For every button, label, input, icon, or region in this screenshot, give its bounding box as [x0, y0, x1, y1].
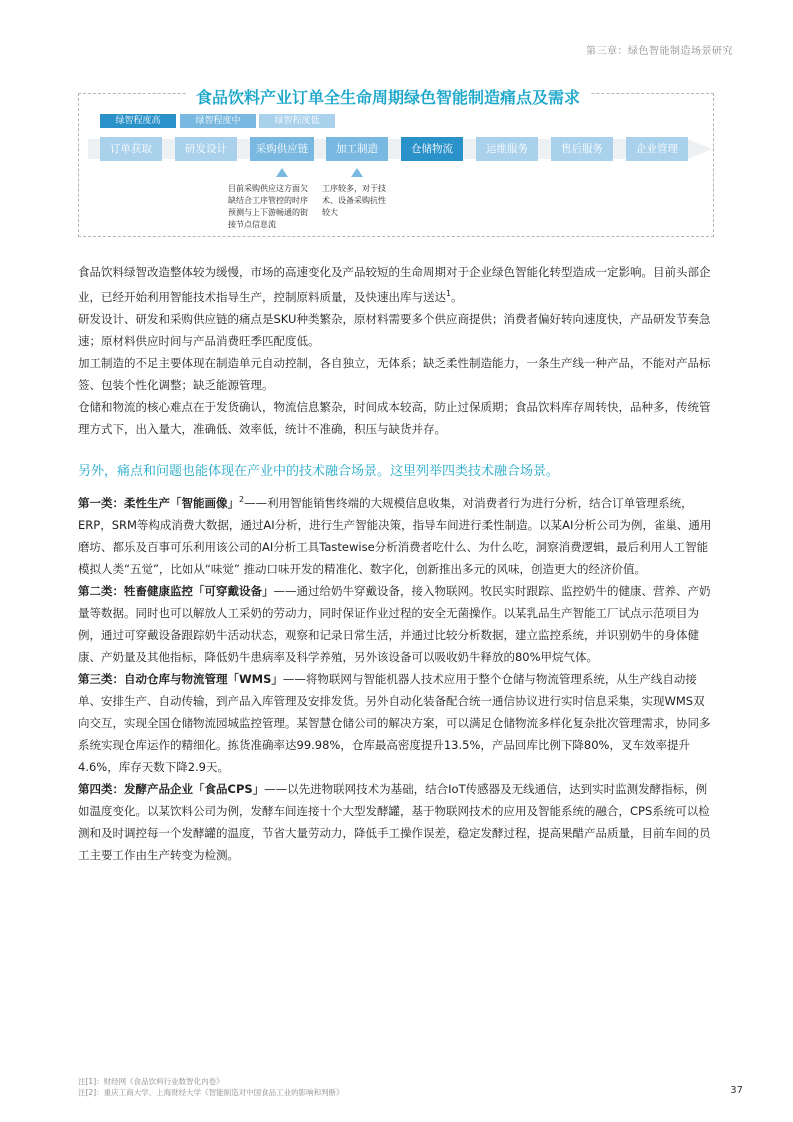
note-line: 术、设备采购抗性: [322, 196, 386, 205]
stage-processing: 加工制造: [326, 137, 388, 161]
categories: [78, 489, 716, 866]
category-3-head: 第三类：自动仓库与物流管理「WMS」: [78, 671, 283, 686]
stage-warehouse: 仓储物流: [401, 137, 463, 161]
category-4-head: 第四类：发酵产品企业「食品CPS」: [78, 781, 265, 796]
paragraph-4: 仓储和物流的核心难点在于发货确认，物流信息繁杂，时间成本较高，防止过保质期；食品饮料库存周转快，品种多，传统管理方式下，出入量大，准确低、效率低，统计不准确，积压与缺货并存。: [78, 399, 711, 436]
note-line: 预测与上下游畅通的街: [228, 208, 308, 217]
category-1: [78, 489, 716, 580]
paragraph-1-end: 。: [451, 289, 463, 304]
note-procurement: [228, 183, 308, 231]
paragraph-2: 研发设计、研发和采购供应链的痛点是SKU种类繁杂，原材料需要多个供应商提供；消费者偏好转向速度快，产品研发节奏急速；原材料供应时间与产品消费旺季匹配度低。: [78, 311, 711, 348]
note-line: 接节点信息流: [228, 220, 276, 229]
legend-low: 绿智程度低: [259, 114, 335, 128]
paragraph-1: [78, 261, 716, 308]
footnote-ref-1: 1: [446, 289, 452, 298]
diagram-title: 食品饮料产业订单全生命周期绿色智能制造痛点及需求: [186, 85, 590, 108]
page-number: 37: [730, 1085, 743, 1096]
footnote-2: 注[2]：重庆工商大学、上海财经大学《智能制造对中国食品工业的影响和判断》: [78, 1088, 344, 1097]
note-line: 缺结合工序管控的时序: [228, 196, 308, 205]
legend-mid: 绿智程度中: [180, 114, 256, 128]
footnote-1: 注[1]：财经网《食品饮料行业数智化内卷》: [78, 1077, 224, 1086]
category-3: [78, 668, 716, 778]
category-2-head: 第二类：牲畜健康监控「可穿戴设备」: [78, 583, 274, 598]
chapter-header: 第三章：绿色智能制造场景研究: [586, 46, 733, 57]
category-3-text: ——将物联网与智能机器人技术应用于整个仓储与物流管理系统，从生产线自动接单、安排生产、自动传输，到产品入库管理及安排发货。另外自动化装备配合统一通信协议进行实时信息采集，实现WMS双向交互，实现全国仓储物流园城监控管理。某智慧仓储公司的解决方案，可以满足仓储物流多样化复杂批次管理需求，协同多系统实现仓库运作的精细化。拣货准确率达99.98%，仓库最高密度提升13.5%，产品回库比例下降80%，叉车效率提升4.6%，库存天数下降2.9天。: [78, 671, 711, 774]
footnote-ref-2: 2: [239, 495, 245, 504]
category-4: [78, 778, 716, 866]
category-1-head: 第一类：柔性生产「智能画像」: [78, 495, 239, 510]
category-4-text: ——以先进物联网技术为基础，结合IoT传感器及无线通信，达到实时监测发酵指标，例如温度变化。以某饮料公司为例，发酵车间连接十个大型发酵罐，基于物联网技术的应用及智能系统的融合，CPS系统可以检测和及时调控每一个发酵罐的温度，节省大量劳动力，降低手工操作误差，稳定发酵过程，提高果醋产品质量，目前车间的员工主要工作由生产转变为检测。: [78, 781, 711, 862]
note-line: 较大: [322, 208, 338, 217]
note-line: 工序较多，对于技: [322, 184, 386, 193]
pointer-procurement: [276, 168, 288, 177]
stage-rd: 研发设计: [175, 137, 237, 161]
note-line: 目前采购供应这方面欠: [228, 184, 308, 193]
pointer-processing: [351, 168, 363, 177]
stage-management: 企业管理: [626, 137, 688, 161]
paragraph-1-text: 食品饮料绿智改造整体较为缓慢，市场的高速变化及产品较短的生命周期对于企业绿色智能化转型造成一定影响。目前头部企业，已经开始利用智能技术指导生产，控制原料质量，及快速出库与送达: [78, 265, 711, 304]
category-2-text: ——通过给奶牛穿戴设备，接入物联网。牧民实时跟踪、监控奶牛的健康、营养、产奶量等数据。同时也可以解放人工采奶的劳动力，同时保证作业过程的安全无菌操作。以某乳品生产智能工厂试点示范项目为例，通过可穿戴设备跟踪奶牛活动状态，观察和记录日常生活，并通过比较分析数据，建立监控系统，并识别奶牛的身体健康、产奶量及其他指标，降低奶牛患病率及科学养殖，另外该设备可以吸收奶牛释放的80%甲烷气体。: [78, 583, 711, 664]
note-processing: [322, 183, 386, 219]
section-intro: 另外，痛点和问题也能体现在产业中的技术融合场景。这里列举四类技术融合场景。: [78, 464, 560, 479]
body-text: [78, 261, 716, 440]
stage-procurement: 采购供应链: [250, 137, 314, 161]
footnotes: [78, 1076, 344, 1098]
paragraph-3: 加工制造的不足主要体现在制造单元自动控制，各自独立，无体系；缺乏柔性制造能力，一条生产线一种产品，不能对产品标签、包装个性化调整；缺乏能源管理。: [78, 355, 711, 392]
stage-maintenance: 运维服务: [476, 137, 538, 161]
stage-aftersales: 售后服务: [551, 137, 613, 161]
legend-high: 绿智程度高: [100, 114, 176, 128]
category-2: [78, 580, 716, 668]
stage-order: 订单获取: [100, 137, 162, 161]
category-1-text: ——利用智能销售终端的大规模信息收集，对消费者行为进行分析，结合订单管理系统，ERP，SRM等构成消费大数据，通过AI分析，进行生产智能决策，指导车间进行柔性制造。以某AI分析公司为例，雀巢、通用磨坊、都乐及百事可乐利用该公司的AI分析工具Tastewise分析消费者吃什么、为什么吃，洞察消费逻辑，最后利用人工智能模拟人类“五觉”，比如从“味觉” 推动口味开发的精准化、数字化，创新推出多元的风味，创造更大的经济价值。: [78, 495, 712, 576]
